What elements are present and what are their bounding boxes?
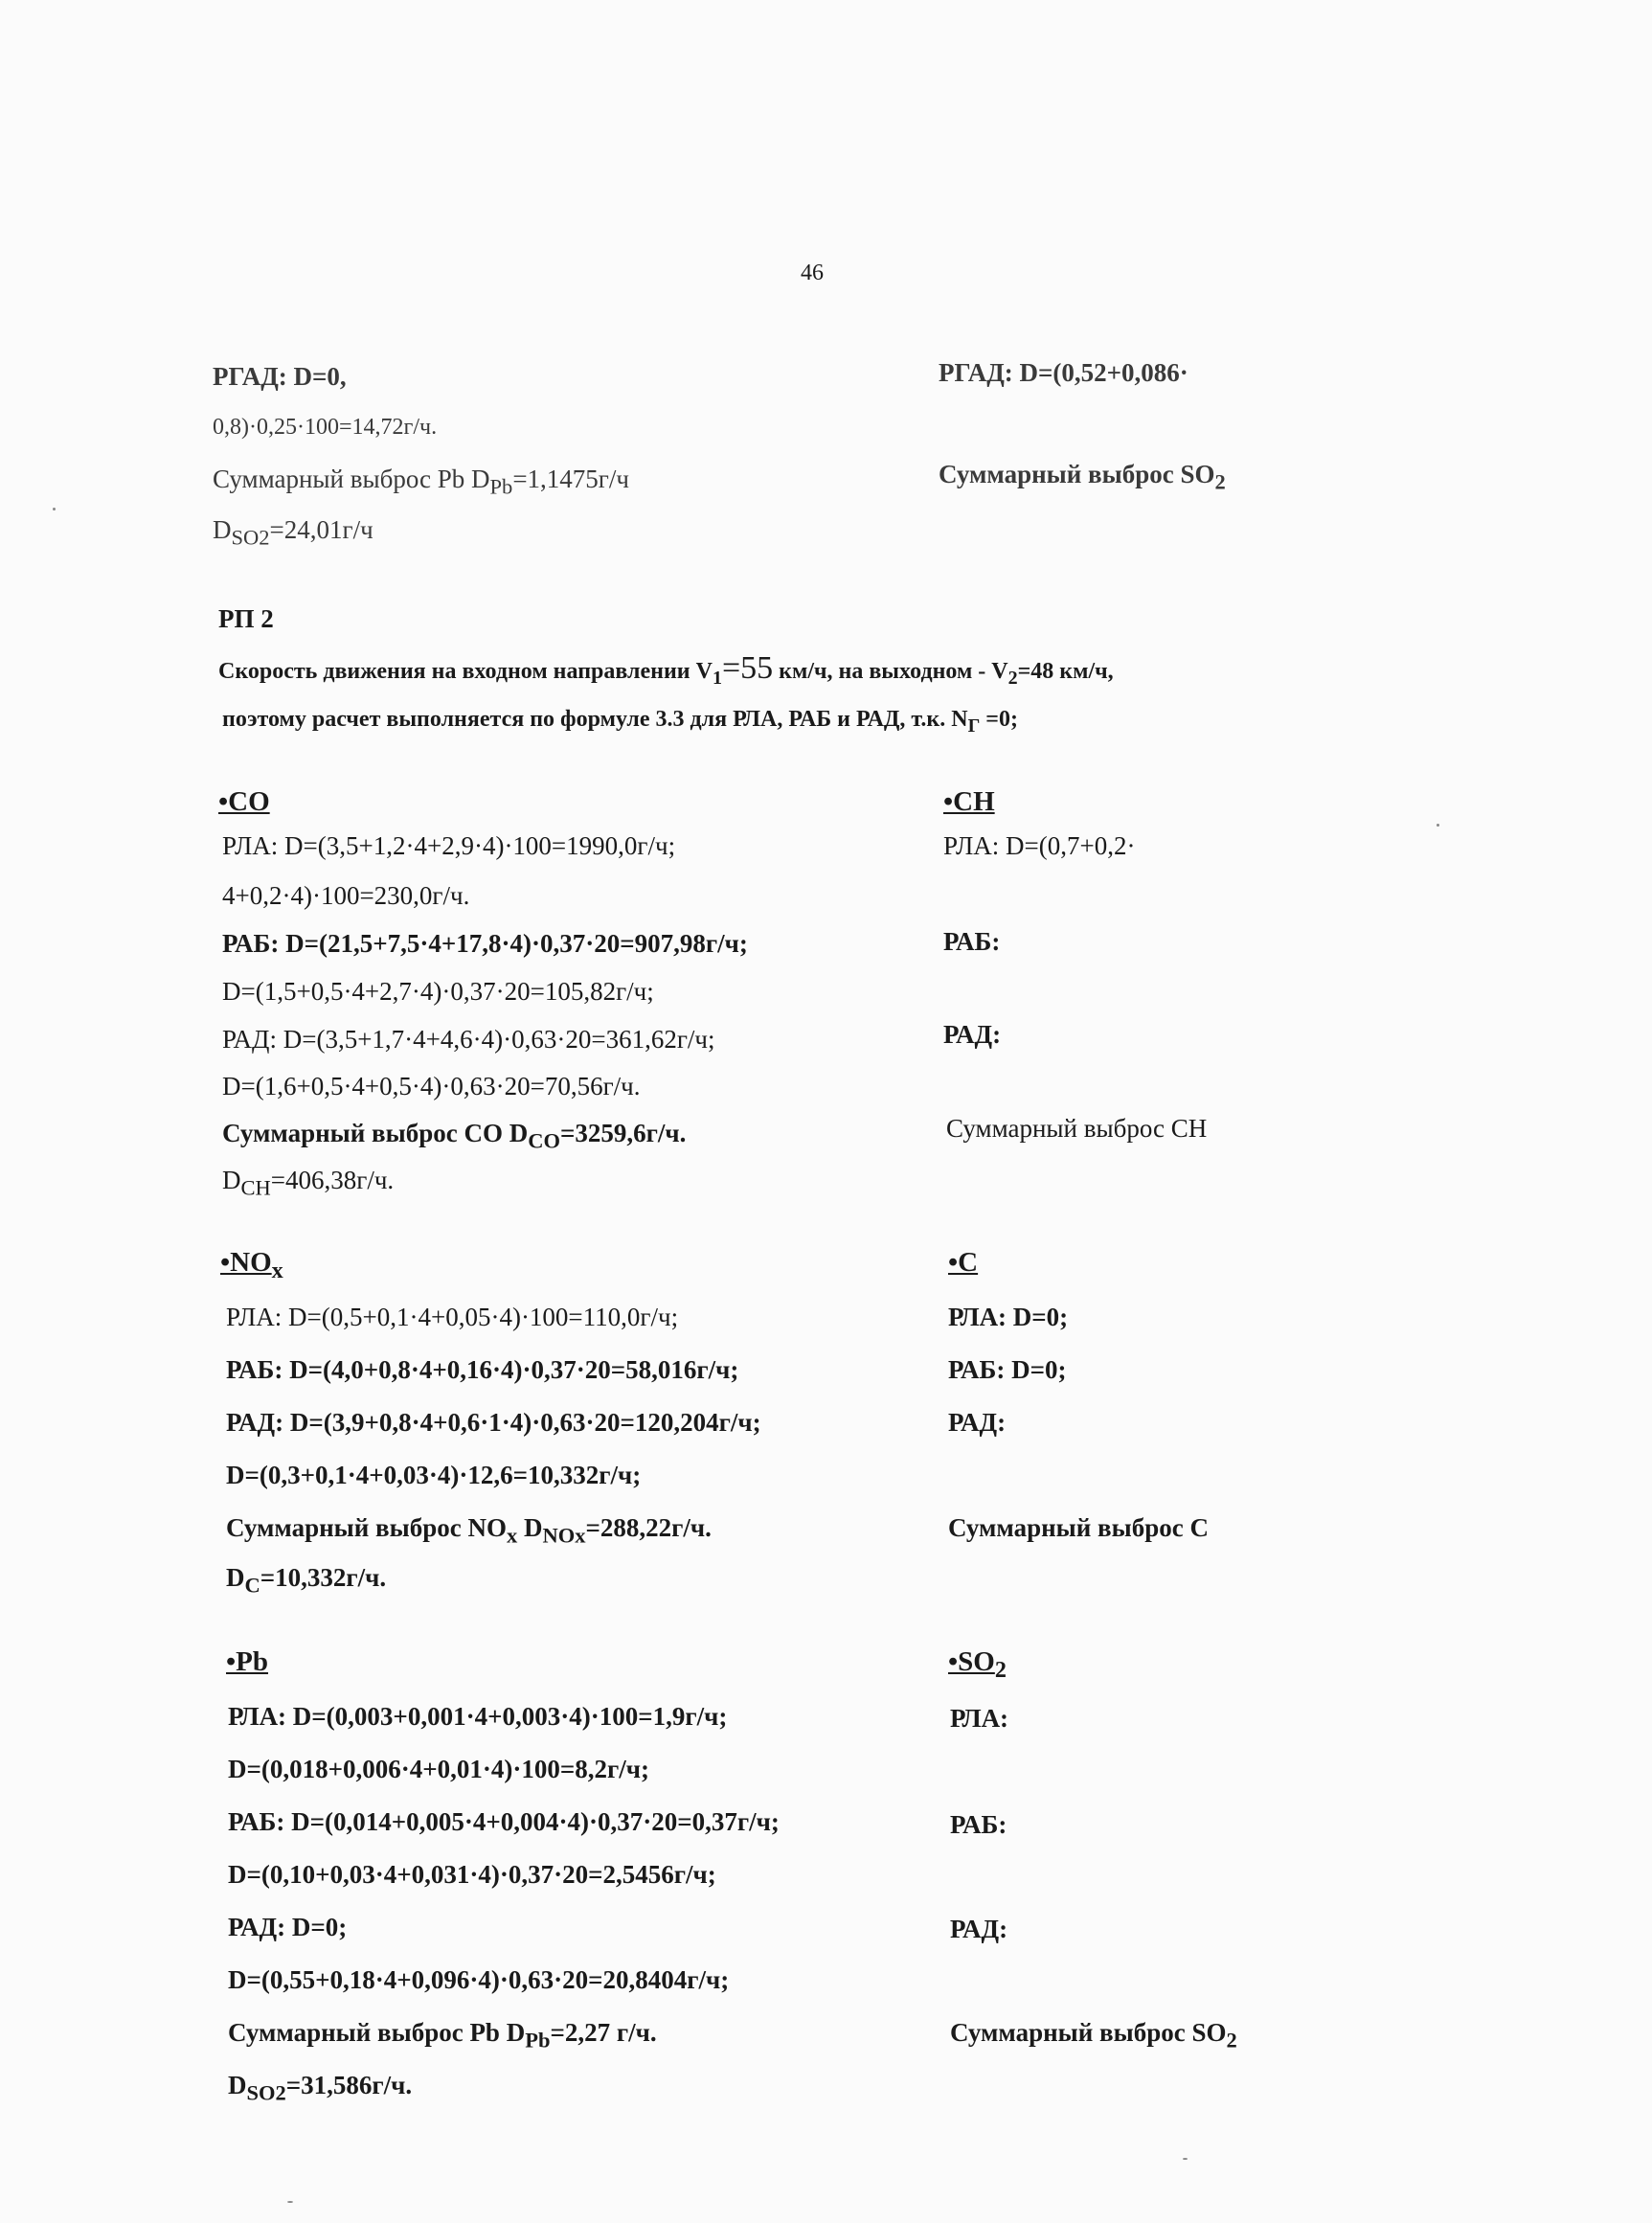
scan-speck — [1437, 824, 1439, 827]
scan-speck — [1183, 2158, 1188, 2160]
top-line-3: Суммарный выброс Pb $D_{Pb}=1,1475г/ч$ — [213, 465, 629, 499]
c-title: •C — [948, 1247, 979, 1278]
pb-line-2: D=(0,018+0,006·4+0,01·4)·100=8,2г/ч; — [228, 1755, 650, 1783]
top-line-2: 0,8)·0,25·100=14,72г/ч. — [213, 415, 438, 440]
nox-line-2: РАБ: D=(4,0+0,8·4+0,16·4)·0,37·20=58,016г/ч; — [226, 1355, 739, 1384]
top-line-1: РГАД: D=0, — [213, 362, 347, 391]
top-line-4: $D_{SO2}=24,01г/ч$ — [213, 515, 373, 550]
nox-line-3: РАД: D=(3,9+0,8·4+0,6·1·4)·0,63·20=120,204г/ч; — [226, 1408, 761, 1437]
co-line-5: РАД: D=(3,5+1,7·4+4,6·4)·0,63·20=361,62г/ч; — [222, 1025, 715, 1054]
co-title: •CO — [218, 786, 270, 817]
nox-title: $•NO_x$ — [220, 1247, 283, 1283]
nox-line-6: $D_C=10,332г/ч$. — [226, 1563, 387, 1598]
pb-line-3: РАБ: D=(0,014+0,005·4+0,004·4)·0,37·20=0,37г/ч; — [228, 1807, 780, 1836]
so2-line-3: РАБ: — [950, 1810, 1007, 1839]
c-line-1: РЛА: D=0; — [948, 1303, 1069, 1331]
pb-line-4: D=(0,10+0,03·4+0,031·4)·0,37·20=2,5456г/ч; — [228, 1860, 716, 1889]
pb-line-1: РЛА: D=(0,003+0,001·4+0,003·4)·100=1,9г/ч; — [228, 1702, 728, 1731]
ch-line-3: РАБ: — [943, 927, 1001, 956]
co-line-4: D=(1,5+0,5·4+2,7·4)·0,37·20=105,82г/ч; — [222, 977, 654, 1006]
ch-line-5: РАД: — [943, 1020, 1002, 1049]
pb-line-5: РАД: D=0; — [228, 1913, 348, 1941]
co-line-1: РЛА: D=(3,5+1,2·4+2,9·4)·100=1990,0г/ч; — [222, 831, 676, 860]
so2-title: $•SO_2$ — [948, 1646, 1007, 1683]
speed-line: Скорость движения на входном направлении $V_1=55$ км/ч, на выходном - $V_2=48$ км/ч, — [218, 650, 1114, 689]
so2-line-7: Суммарный выброс $SO_2$ — [950, 2018, 1237, 2053]
nox-line-4: D=(0,3+0,1·4+0,03·4)·12,6=10,332г/ч; — [226, 1461, 642, 1489]
ch-title: •CH — [943, 786, 995, 817]
top-right-line-1: РГАД: D=(0,52+0,086· — [939, 358, 1188, 387]
so2-line-5: РАД: — [950, 1915, 1008, 1943]
pb-line-8: $D_{SO2}=31,586г/ч$. — [228, 2071, 413, 2105]
c-line-2: РАБ: D=0; — [948, 1355, 1067, 1384]
co-line-6: D=(1,6+0,5·4+0,5·4)·0,63·20=70,56г/ч. — [222, 1072, 641, 1100]
section-title-rp2: РП 2 — [218, 604, 274, 633]
top-right-line-3: Суммарный выброс $SO_2$ — [939, 460, 1226, 494]
co-line-2: 4+0,2·4)·100=230,0г/ч. — [222, 881, 470, 910]
c-line-3: РАД: — [948, 1408, 1007, 1437]
scan-speck — [287, 2201, 293, 2203]
page-number: 46 — [801, 261, 824, 285]
formula-note: поэтому расчет выполняется по формуле 3.3 для РЛА, РАБ и РАД, т.к. $N_Г =0$; — [222, 707, 1018, 737]
pb-line-7: Суммарный выброс Pb $D_{Pb}=2,27$ г/ч. — [228, 2018, 657, 2053]
ch-line-1: РЛА: D=(0,7+0,2· — [943, 831, 1136, 860]
pb-title: •Pb — [226, 1646, 268, 1677]
co-line-7: Суммарный выброс CO $D_{CO}=3259,6г/ч$. — [222, 1119, 687, 1153]
c-line-5: Суммарный выброс C — [948, 1513, 1209, 1542]
ch-line-7: Суммарный выброс CH — [946, 1114, 1208, 1143]
nox-line-5: Суммарный выброс $NO_x$ $D_{NOx}=288,22г/ч$. — [226, 1513, 712, 1548]
co-line-8: $D_{CH}=406,38г/ч$. — [222, 1166, 395, 1200]
scan-speck — [53, 508, 56, 510]
nox-line-1: РЛА: D=(0,5+0,1·4+0,05·4)·100=110,0г/ч; — [226, 1303, 679, 1331]
co-line-3: РАБ: D=(21,5+7,5·4+17,8·4)·0,37·20=907,98г/ч; — [222, 929, 748, 958]
pb-line-6: D=(0,55+0,18·4+0,096·4)·0,63·20=20,8404г/ч; — [228, 1965, 730, 1994]
so2-line-1: РЛА: — [950, 1704, 1009, 1733]
